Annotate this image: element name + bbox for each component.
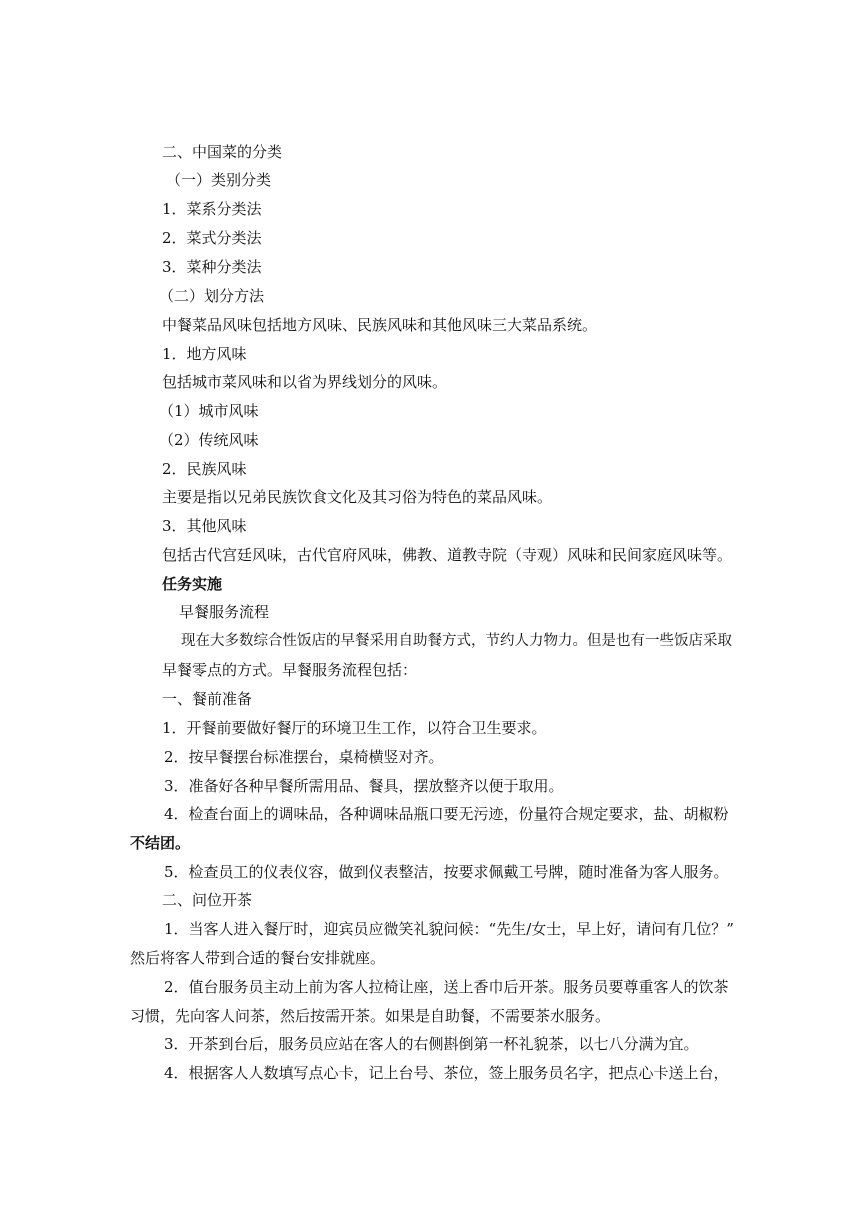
paragraph: 中餐菜品风味包括地方风味、民族风味和其他风味三大菜品系统。 — [162, 316, 598, 334]
list-item: 3．开茶到台后，服务员应站在客人的右侧斟倒第一杯礼貌茶，以七八分满为宜。 — [164, 1035, 699, 1053]
list-item-continued: 习惯，先向客人问茶，然后按需开茶。如果是自助餐，不需要茶水服务。 — [130, 1007, 611, 1025]
list-item: 1．当客人进入餐厅时，迎宾员应微笑礼貌问候：“先生/女士，早上好，请问有几位？” — [164, 920, 734, 938]
list-item-traditional-flavor: （2）传统风味 — [159, 431, 259, 449]
list-item: 5．检查员工的仪表仪容，做到仪表整洁，按要求佩戴工号牌，随时准备为客人服务。 — [164, 863, 729, 881]
paragraph-continued: 早餐零点的方式。早餐服务流程包括： — [162, 661, 418, 679]
paragraph: 现在大多数综合性饭店的早餐采用自助餐方式，节约人力物力。但是也有一些饭店采取 — [181, 633, 732, 649]
list-item-city-flavor: （1）城市风味 — [159, 402, 259, 420]
list-item-other-flavor: 3．其他风味 — [162, 517, 247, 535]
list-item-continued: 不结团。 — [130, 834, 191, 852]
section-title-task-implementation: 任务实施 — [162, 575, 223, 593]
list-item-cuisine-system: 1．菜系分类法 — [162, 200, 262, 218]
list-item: 3．准备好各种早餐所需用品、餐具，摆放整齐以便于取用。 — [164, 777, 564, 795]
list-item: 1．开餐前要做好餐厅的环境卫生工作，以符合卫生要求。 — [162, 719, 547, 737]
list-item-dish-type: 3．菜种分类法 — [162, 258, 262, 276]
heading-chinese-dish-classification: 二、中国菜的分类 — [162, 143, 283, 161]
paragraph: 包括古代宫廷风味，古代官府风味，佛教、道教寺院（寺观）风味和民间家庭风味等。 — [162, 546, 733, 564]
subheading-category-classification: （一）类别分类 — [166, 171, 272, 189]
subheading-division-method: （二）划分方法 — [159, 287, 265, 305]
heading-seating-and-tea: 二、问位开茶 — [162, 891, 253, 909]
list-item: 4．检查台面上的调味品，各种调味品瓶口要无污迹，份量符合规定要求，盐、胡椒粉 — [164, 805, 729, 823]
paragraph: 主要是指以兄弟民族饮食文化及其习俗为特色的菜品风味。 — [162, 488, 553, 506]
paragraph: 包括城市菜风味和以省为界线划分的风味。 — [162, 373, 448, 391]
subheading-breakfast-service-flow: 早餐服务流程 — [179, 603, 270, 621]
list-item-continued: 然后将客人带到合适的餐台安排就座。 — [130, 949, 386, 967]
list-item-ethnic-flavor: 2．民族风味 — [162, 460, 247, 478]
list-item: 4．根据客人人数填写点心卡，记上台号、茶位，签上服务员名字，把点心卡送上台， — [164, 1064, 729, 1082]
list-item-local-flavor: 1．地方风味 — [162, 345, 247, 363]
list-item: 2．值台服务员主动上前为客人拉椅让座，送上香巾后开茶。服务员要尊重客人的饮茶 — [164, 978, 729, 996]
list-item-dish-style: 2．菜式分类法 — [162, 229, 262, 247]
list-item: 2．按早餐摆台标准摆台，桌椅横竖对齐。 — [164, 748, 444, 766]
heading-pre-meal-preparation: 一、餐前准备 — [162, 690, 253, 708]
